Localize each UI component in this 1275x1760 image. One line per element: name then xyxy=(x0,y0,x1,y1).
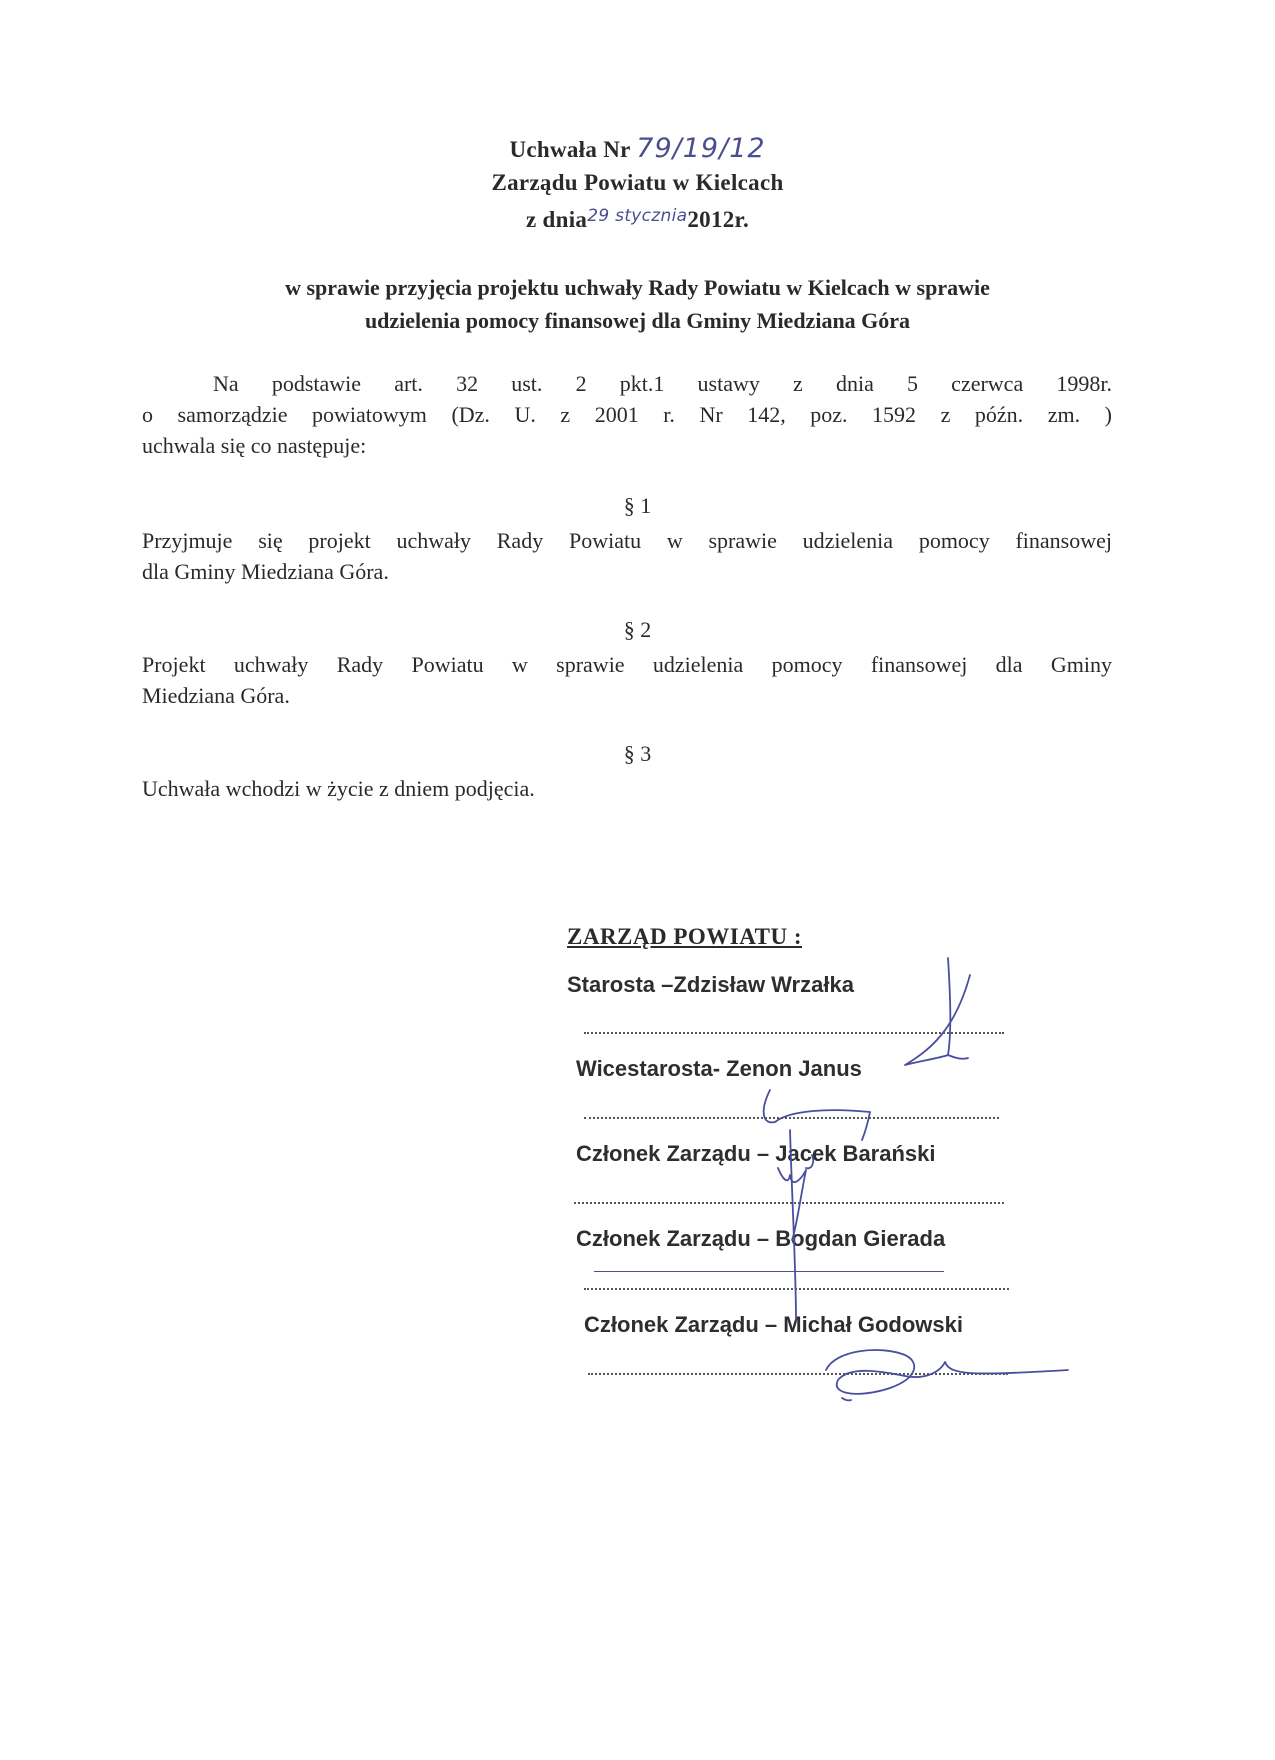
preamble-line-2: o samorządzie powiatowym (Dz. U. z 2001 r. Nr 142, poz. 1592 z późn. zm. ) xyxy=(142,402,1112,427)
board-heading: ZARZĄD POWIATU : xyxy=(567,924,803,949)
resolution-title-prefix: Uchwała Nr xyxy=(509,137,631,162)
resolution-date-handwritten: 29 stycznia xyxy=(587,206,688,226)
signature-line-1 xyxy=(584,1032,1004,1034)
signature-wrzalka xyxy=(905,958,970,1065)
signature-line-5 xyxy=(588,1373,1008,1375)
signature-line-2 xyxy=(584,1117,999,1119)
preamble-line-1: Na podstawie art. 32 ust. 2 pkt.1 ustawy z dnia 5 czerwca 1998r. xyxy=(213,371,1112,396)
section-2-line-2: Miedziana Góra. xyxy=(142,683,290,708)
section-1-line-2: dla Gminy Miedziana Góra. xyxy=(142,559,389,584)
section-3-mark: § 3 xyxy=(623,741,652,766)
signature-godowski xyxy=(826,1350,1068,1394)
resolution-number-handwritten: 79/19/12 xyxy=(636,133,766,164)
resolution-date-suffix: 2012r. xyxy=(687,207,749,232)
resolution-issuer: Zarządu Powiatu w Kielcach xyxy=(491,170,784,195)
resolution-date-prefix: z dnia xyxy=(526,207,588,232)
section-1-line-1: Przyjmuje się projekt uchwały Rady Powiatu w sprawie udzielenia pomocy finansowej xyxy=(142,528,1112,553)
section-2-line-1: Projekt uchwały Rady Powiatu w sprawie udzielenia pomocy finansowej dla Gminy xyxy=(142,652,1112,677)
signature-janus xyxy=(764,1090,870,1140)
section-1-mark: § 1 xyxy=(623,493,652,518)
subject-line-1: w sprawie przyjęcia projektu uchwały Rady Powiatu w Kielcach w sprawie xyxy=(285,275,990,300)
board-member-starosta: Starosta –Zdzisław Wrzałka xyxy=(567,972,854,997)
resolution-date xyxy=(0,207,1275,233)
board-member-wicestarosta: Wicestarosta- Zenon Janus xyxy=(576,1056,862,1081)
resolution-title xyxy=(0,133,1275,164)
board-member-godowski: Członek Zarządu – Michał Godowski xyxy=(584,1312,963,1337)
board-member-gierada: Członek Zarządu – Bogdan Gierada xyxy=(576,1226,946,1251)
preamble-line-3: uchwala się co następuje: xyxy=(142,433,367,458)
signature-line-3 xyxy=(574,1202,1004,1204)
section-3-line-1: Uchwała wchodzi w życie z dniem podjęcia. xyxy=(142,776,535,801)
section-2-mark: § 2 xyxy=(623,617,652,642)
board-member-baranski: Członek Zarządu – Jacek Barański xyxy=(576,1141,936,1166)
subject-line-2: udzielenia pomocy finansowej dla Gminy Miedziana Góra xyxy=(364,308,911,333)
signature-line-4 xyxy=(584,1288,1009,1290)
ink-strike-line xyxy=(594,1271,944,1272)
